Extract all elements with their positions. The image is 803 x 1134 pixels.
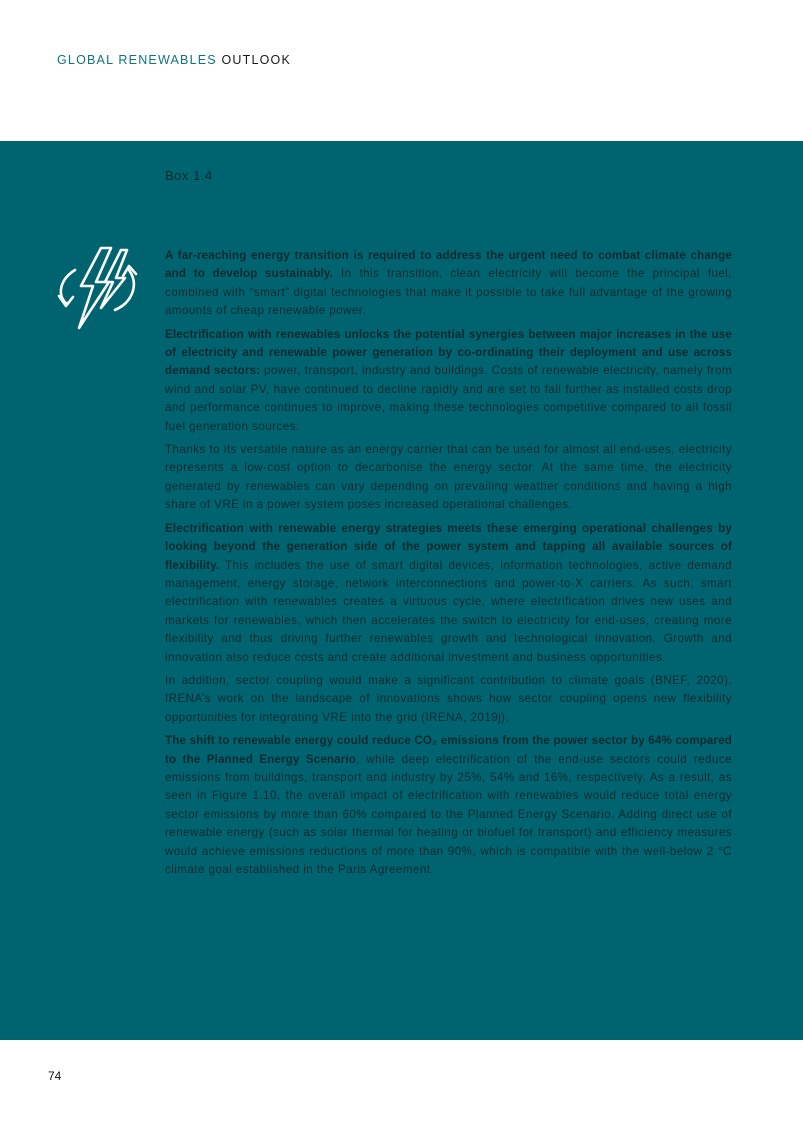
- paragraph-5-body: In addition, sector coupling would make a significant contribution to climate goals (BNEF, 2020). IRENA’s work on the landscape of innovations shows how sector coupling opens new flexibility opportunities for integrating VRE into the grid (IRENA, 2019j).: [165, 673, 732, 724]
- paragraph-5: [165, 672, 732, 727]
- paragraph-3-body: Thanks to its versatile nature as an energy carrier that can be used for almost all end-uses, electricity represents a low-cost option to decarbonise the energy sector. At the same time, the electricity generated by renewables can vary depending on prevailing weather conditions and having a high share of VRE in a power system poses increased operational challenges.: [165, 443, 732, 512]
- paragraph-4: [165, 520, 732, 667]
- box-label: Box 1.4: [165, 168, 213, 183]
- paragraph-6: [165, 732, 732, 879]
- paragraph-2-body: power, transport, industry and buildings. Costs of renewable electricity, namely from wind and solar PV, have continued to decline rapidly and are set to fall further as installed costs drop and performance continues to improve, making these technologies competitive compared to all fossil fuel generation sources.: [165, 364, 733, 433]
- paragraph-6-body: , while deep electrification of the end-use sectors could reduce emissions from buildings, transport and industry by 25%, 54% and 16%, respectively. As a result, as seen in Figure 1.10, the overall impact of electrification with renewables would reduce total energy sector emissions by more than 60% compared to the Planned Energy Scenario. Adding direct use of renewable energy (such as solar thermal for heating or biofuel for transport) and efficiency measures would achieve emissions reductions of more than 90%, which is compatible with the well-below 2 °C climate goal established in the Paris Agreement.: [165, 752, 732, 876]
- paragraph-2: [165, 326, 732, 436]
- paragraph-2-lead: Electrification with renewables unlocks the potential synergies between major increases in the use of electricity and renewable power generation by co-ordinating their deployment and use across demand sectors:: [165, 327, 732, 378]
- box-content: [165, 247, 732, 884]
- paragraph-1-body: In this transition, clean electricity will become the principal fuel, combined with “smart” digital technologies that make it possible to take full advantage of the growing amounts of cheap renewable power.: [165, 267, 732, 318]
- paragraph-4-body: This includes the use of smart digital devices, information technologies, active demand management, energy storage, network interconnections and power-to-X carriers. As such, smart electrification with renewables creates a virtuous cycle, where electrification drives new uses and markets for renewables, which then accelerates the switch to electricity for end-uses, creating more flexibility and thus driving further renewables growth and technological innovation. Growth and innovation also reduce costs and create additional investment and business opportunities.: [165, 558, 732, 664]
- paragraph-1-lead: A far-reaching energy transition is required to address the urgent need to combat climate change and to develop sustainably.: [165, 249, 732, 281]
- running-header: [57, 53, 291, 67]
- paragraph-6-lead: The shift to renewable energy could reduce CO₂ emissions from the power sector by 64% compared to the Planned Energy Scenario: [165, 734, 732, 766]
- header-title-part1: GLOBAL RENEWABLES: [57, 53, 217, 67]
- paragraph-4-lead: Electrification with renewable energy strategies meets these emerging operational challenges by looking beyond the generation side of the power system and tapping all available sources of flexibility.: [165, 521, 732, 572]
- page-number: 74: [48, 1069, 62, 1083]
- paragraph-1: [165, 247, 732, 321]
- header-title-part2: OUTLOOK: [221, 53, 292, 67]
- lightning-cycle-icon: [53, 244, 139, 334]
- paragraph-3: [165, 441, 732, 515]
